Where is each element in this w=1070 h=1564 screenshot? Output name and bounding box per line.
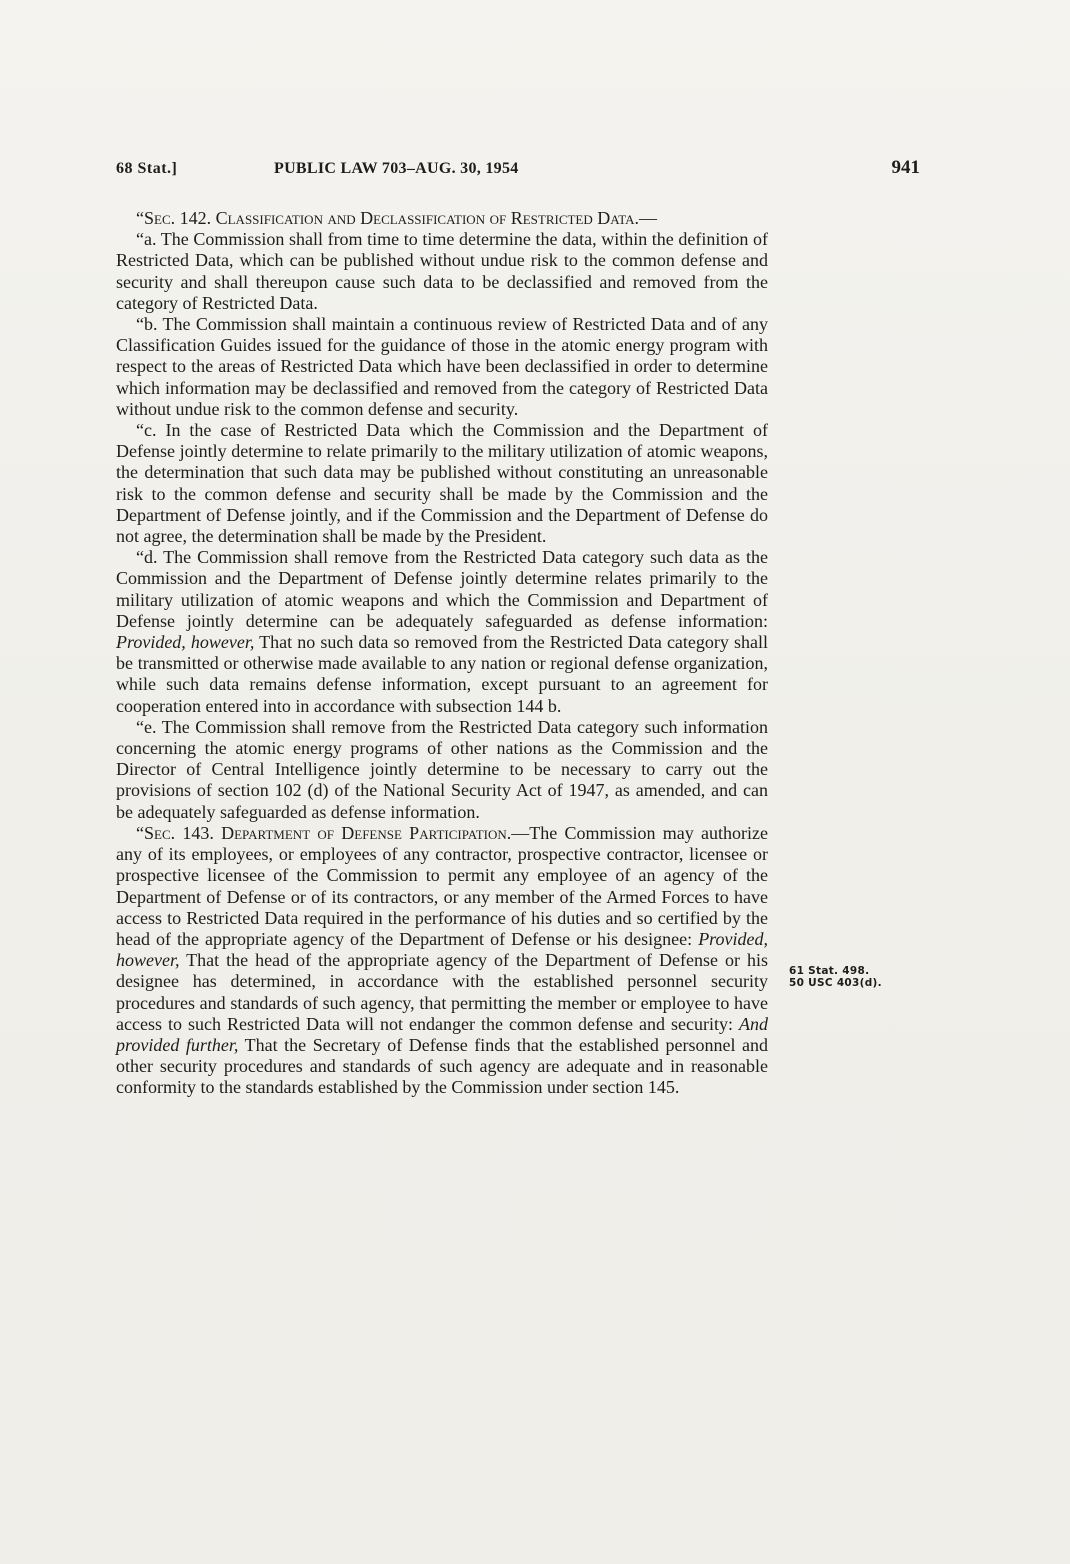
paragraph-e: “e. The Commission shall remove from the Restricted Data category such information concerning the atomic energy programs of other nations as the Commission and the Director of Central Intelligence jointly determine to be necessary to carry out the provisions of section 102 (d) of the National Security Act of 1947, as amended, and can be adequately safeguarded as defense information.: [116, 716, 768, 822]
paragraph-b: “b. The Commission shall maintain a continuous review of Restricted Data and of any Classification Guides issued for the guidance of those in the atomic energy program with respect to the areas of Restricted Data which have been declassified in order to determine which information may be declassified and removed from the category of Restricted Data without undue risk to the common defense and security.: [116, 314, 768, 419]
page-header: [116, 157, 920, 186]
paragraph-c: “c. In the case of Restricted Data which the Commission and the Department of Defense jointly determine to relate primarily to the military utilization of atomic weapons, the determination that such data may be published without constituting an unreasonable risk to the common defense and security shall be made by the Commission and the Department of Defense jointly, and if the Commission and the Department of Defense do not agree, the determination shall be made by the President.: [116, 420, 768, 547]
page-number: 941: [891, 157, 920, 178]
header-title: PUBLIC LAW 703–AUG. 30, 1954: [274, 160, 519, 177]
section-142-heading: “Sec. 142. Classification and Declassification of Restricted Data.—: [136, 208, 657, 228]
margin-citation: [789, 966, 929, 989]
paragraph-d: “d. The Commission shall remove from the Restricted Data category such data as the Commission and the Department of Defense jointly determine relates primarily to the military utilization of atomic weapons and which the Commission and Department of Defense jointly determine can be adequately safeguarded as defense information: Provided, however, That no such data so removed from the Restricted Data category shall be transmitted or otherwise made available to any nation or regional defense organization, while such data remains defense information, except pursuant to an agreement for cooperation entered into in accordance with subsection 144 b.: [116, 547, 768, 716]
document-body: [116, 208, 768, 1099]
section-143: “Sec. 143. Department of Defense Participation.—The Commission may authorize any of its employees, or employees of any contractor, prospective contractor, licensee or prospective licensee of the Commission to permit any employee of an agency of the Department of Defense or of its contractors, or any member of the Armed Forces to have access to Restricted Data required in the performance of his duties and so certified by the head of the appropriate agency of the Department of Defense or his designee: Provided, however, That the head of the appropriate agency of the Department of Defense or his designee has determined, in accordance with the established personnel security procedures and standards of such agency, that permitting the member or employee to have access to such Restricted Data will not endanger the common defense and security: And provided further, That the Secretary of Defense finds that the established personnel and other security procedures and standards of such agency are adequate and in reasonable conformity to the standards established by the Commission under section 145.: [116, 822, 769, 1098]
margin-citation-usc: 50 USC 403(d).: [789, 976, 882, 989]
paragraph-a: “a. The Commission shall from time to time determine the data, within the definition of Restricted Data, which can be published without undue risk to the common defense and security and shall thereupon cause such data to be declassified and removed from the category of Restricted Data.: [116, 229, 768, 313]
margin-citation-stat: 61 Stat. 498.: [789, 965, 870, 977]
volume-reference: 68 Stat.]: [116, 160, 178, 177]
